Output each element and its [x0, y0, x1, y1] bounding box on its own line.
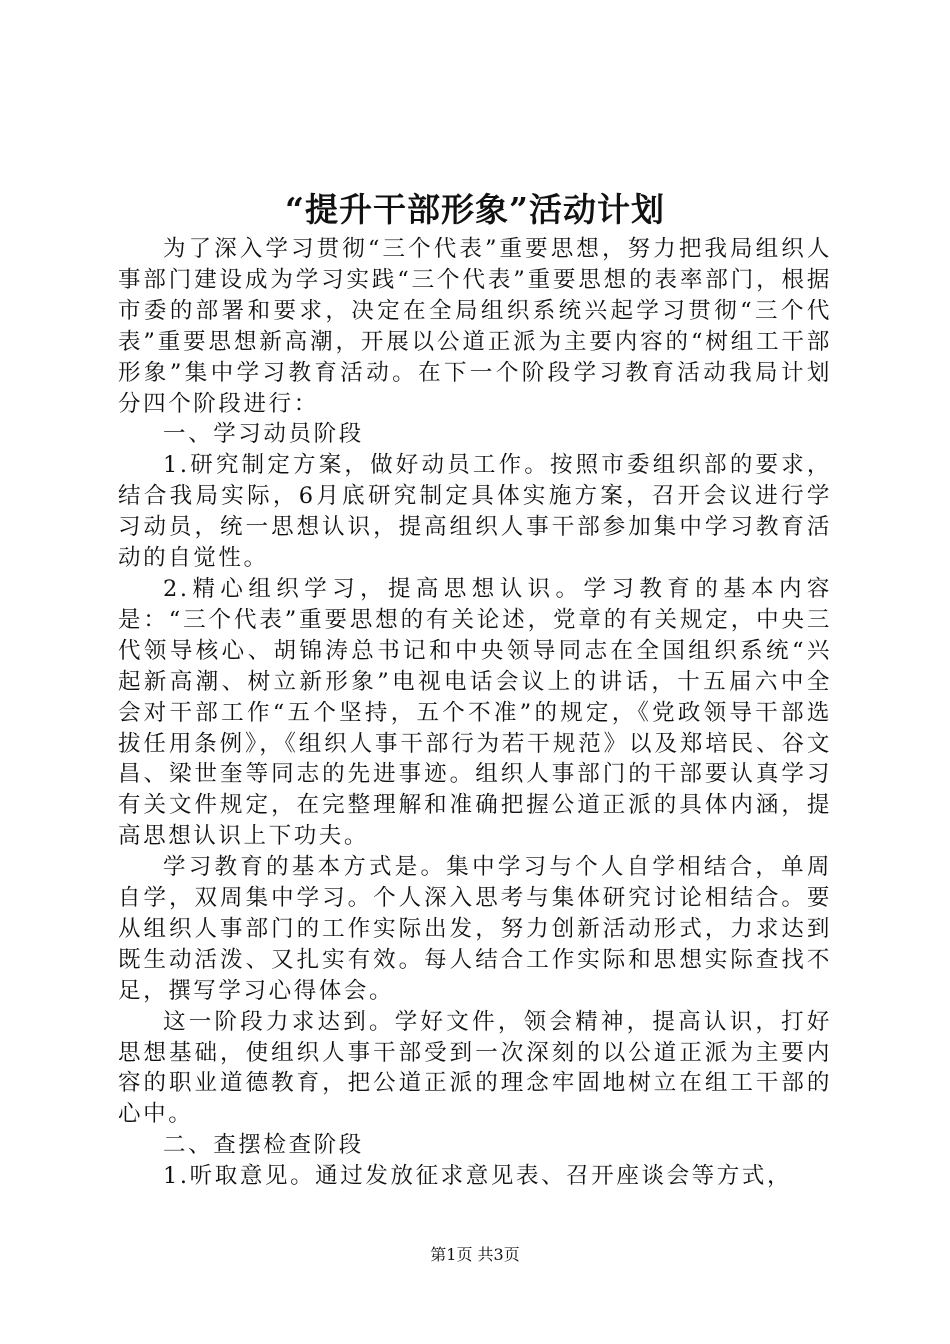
paragraph-study-method: 学习教育的基本方式是。集中学习与个人自学相结合，单周自学，双周集中学习。个人深入思考与集体研究讨论相结合。要从组织人事部门的工作实际出发，努力创新活动形式，力求达到既生动活泼、又扎实有效。每人结合工作实际和思想实际查找不足，撰写学习心得体会。 — [118, 854, 832, 1004]
section-heading-2: 二、查摆检查阶段 — [163, 1132, 364, 1159]
paragraph-2-1: 1.听取意见。通过发放征求意见表、召开座谈会等方式， — [163, 1163, 793, 1190]
document-body — [118, 234, 832, 1192]
document-title: “提升干部形象”活动计划 — [285, 190, 665, 229]
paragraph-1-2: 2.精心组织学习，提高思想认识。学习教育的基本内容是：“三个代表”重要思想的有关论述，党章的有关规定，中央三代领导核心、胡锦涛总书记和中央领导同志在全国组织系统“兴起新高潮、树立新形象”电视电话会议上的讲话，十五届六中全会对干部工作“五个坚持，五个不准”的规定，《党政领导干部选拔任用条例》，《组织人事干部行为若干规范》以及郑培民、谷文昌、梁世奎等同志的先进事迹。组织人事部门的干部要认真学习有关文件规定，在完整理解和准确把握公道正派的具体内涵，提高思想认识上下功夫。 — [118, 575, 832, 850]
section-heading-1: 一、学习动员阶段 — [163, 421, 364, 448]
page-footer: 第1页 共3页 — [430, 1245, 520, 1264]
paragraph-stage-goal: 这一阶段力求达到。学好文件，领会精神，提高认识，打好思想基础，使组织人事干部受到一次深刻的以公道正派为主要内容的职业道德教育，把公道正派的理念牢固地树立在组工干部的心中。 — [118, 1008, 832, 1128]
paragraph-1-1: 1.研究制定方案，做好动员工作。按照市委组织部的要求，结合我局实际，6月底研究制定具体实施方案，召开会议进行学习动员，统一思想认识，提高组织人事干部参加集中学习教育活动的自觉性。 — [118, 452, 832, 572]
paragraph-intro: 为了深入学习贯彻“三个代表”重要思想，努力把我局组织人事部门建设成为学习实践“三个代表”重要思想的表率部门，根据市委的部署和要求，决定在全局组织系统兴起学习贯彻“三个代表”重要思想新高潮，开展以公道正派为主要内容的“树组工干部形象”集中学习教育活动。在下一个阶段学习教育活动我局计划分四个阶段进行： — [118, 236, 832, 417]
